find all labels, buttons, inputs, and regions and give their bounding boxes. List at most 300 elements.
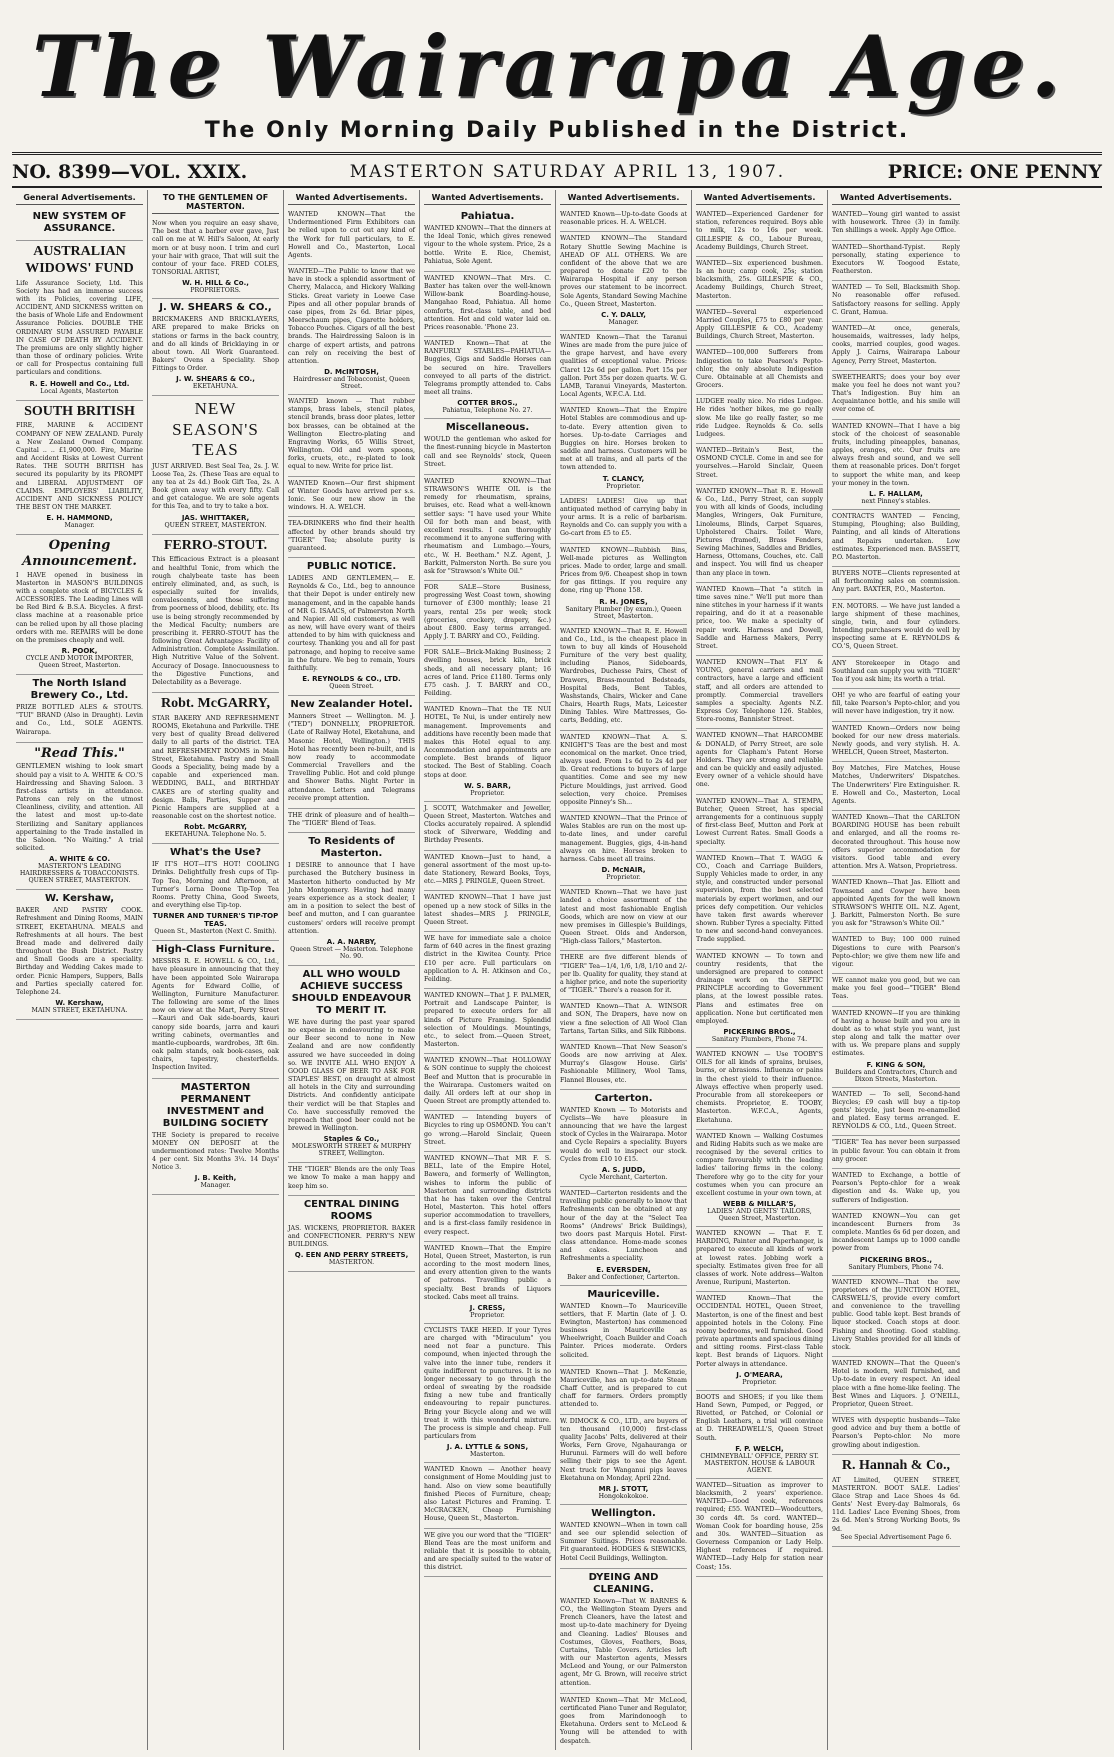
- ad-body: BAKER AND PASTRY COOK. Refreshment and Dining Rooms, MAIN STREET, EKETAHUNA. MEALS and Refreshments at all hours. The best Bread made and delivered daily throughout the Bush District. Pastry and Small Goods are a speciality. Birthday and Wedding Cakes made to order. Picnic Hampers, Suppers, Balls and Parties specially catered for. Telephone 24.: [16, 907, 143, 996]
- advertisement: [424, 208, 551, 272]
- column-header: Wanted Advertisements.: [288, 193, 415, 205]
- advertisement: [696, 852, 823, 950]
- advertisement: [424, 1324, 551, 1463]
- ad-body: WANTED—Young girl wanted to assist with housework. Three (3) in family. Ten shillings a week. Apply Age Office.: [832, 211, 960, 235]
- ad-body: WANTED Known — To Motorists and Cyclists—We have pleasure in announcing that we have the largest stock of Cycles in the Wairarapa. Motor and Cycle Repairs a speciality. Buyers would do well to inspect our stock. Cycles from £10 10 £15.: [560, 1106, 687, 1163]
- advertisement: [424, 703, 551, 802]
- ad-body: F.N. MOTORS. — We have just landed a large shipment of these machines, single, twin, and four cylinders. Intending purchasers would do well by inspecting same at E. REYNOLDS & CO.'S, Queen Street.: [832, 602, 960, 651]
- ad-address: MAIN STREET, EKETAHUNA.: [31, 1007, 128, 1015]
- ad-body: WANTED KNOWN—That I have just opened up a new stock of Silks in the latest shades—MRS J. PRINGLE, Queen Street.: [424, 894, 551, 926]
- ad-title: Robt. McGARRY,: [160, 696, 271, 712]
- ad-body: STAR BAKERY AND REFRESHMENT ROOMS, Eketahuna and Parkville. THE very best of quality Bread delivered daily to all parts of the district. TEA and REFRESHMENT ROOMS in Main Street, Eketahuna. Pastry and Small Goods a Speciality, being made by a capable and experienced man. WEDDING, BALL, and BIRTHDAY CAKES are of sterling quality and design. Balls, Parties, Supper and Picnic Hampers are supplied at a reasonable cost on the shortest notice.: [152, 714, 279, 821]
- ad-address: See Special Advertisement Page 6.: [840, 1533, 952, 1541]
- ad-signature: D. McINTOSH,: [324, 368, 379, 377]
- ad-body: WANTED — Intending buyers of Bicycles to ring up OSMOND. You can't go wrong.—Harold Sinclair, Queen Street.: [424, 1114, 551, 1146]
- advertisement: [832, 241, 960, 282]
- advertisement: [560, 232, 687, 331]
- advertisement: [560, 731, 687, 813]
- advertisement: [696, 1479, 823, 1577]
- advertisement: [288, 208, 415, 265]
- advertisement: [560, 1286, 687, 1366]
- ad-signature: PICKERING BROS.,: [723, 1028, 796, 1037]
- ad-body: WANTED KNOWN—That FLY & YOUNG, general carriers and mail contractors, have a large and efficient staff, and all orders are attended to promptly. Commercial travellers samples a specialty. Agents N.Z. Express Coy. Telephone 126. Stables, Store-rooms, Bannister Street.: [696, 659, 823, 724]
- ad-body: MESSRS R. E. HOWELL & CO., Ltd., have pleasure in announcing that they have been appointed Sole Wairarapa Agents for Edward Collie, of Wellington, Furniture Manufacturer. The following are some of the lines now on view at the Mart, Perry Street—Kauri and Oak side-boards, kauri canopy side boards, jarra and kauri writing cabinets, overmantles and mantle-cupboards, wardrobes, 3ft 6in. oak palm stands, oak book-cases, oak chairs, tapestry, chesterfields. Inspection Invited.: [152, 958, 279, 1072]
- ad-signature: J. W. SHEARS & CO.,: [176, 375, 255, 384]
- ad-body: WANTED KNOWN—That A. S. KNIGHT'S Teas are the best and most economical on the market. Once tried, always used. From 1s 6d to 2s 4d per lb. Great reductions to buyers of large quantities. Come and see my new Picture Mouldings, just arrived. Good selection, very choice. Premises opposite Pinney's Sh...: [560, 733, 687, 806]
- ad-body: WANTED Known—That the OCCIDENTAL HOTEL, Queen Street, Masterton, is one of the finest and best appointed hotels in the Colony. Fine roomy bedrooms, well furnished. Good private apartments and spacious dining and sitting rooms. First-class Table kept. Best brands of Liquors. Night Porter always in attendance.: [696, 1295, 823, 1368]
- ad-body: This Efficacious Extract is a pleasant and healthful Tonic, from which the rough chalybeate taste has been entirely eliminated, and, as such, is especially suited for invalids, convalescents, and those suffering from poorness of blood, debility, etc. Its use is being strongly recommended by the Medical Faculty; numbers are prescribing it. FERRO-STOUT has the following Great Advantages: Facility of Administration. Complete Assimilation. High Nutritive Value of the Solvent. Accuracy of Dosage. Innocuousness to the Digestive Functions, and Delectability as a Beverage.: [152, 556, 279, 686]
- ad-body: IF IT'S HOT—IT'S HOT! COOLING Drinks. Delightfully fresh cups of Tip-Top Tea, Morning and Afternoon, at Turner's Lorna Doone Tip-Top Tea Rooms. Pretty China, Good Sweets, and everything else Tip-top.: [152, 861, 279, 910]
- ad-body: WANTED KNOWN—When in town call and see our splendid selection of Summer Suitings. Prices reasonable. Fit guaranteed. HODGES & SIEWICKS, Hotel Cecil Buildings, Wellington.: [560, 1521, 687, 1562]
- ad-body: WANTED Known—Up-to-date Goods at reasonable prices. H. A. WELCH.: [560, 211, 687, 227]
- ad-body: FOR SALE—Store Business, progressing West Coast town, showing turnover of £300 monthly; lease 21 years, rental 25s per week; stock (groceries, crockery, drapery, &c.) about £800. Easy terms arranged. Apply J. T. BARRY and CO., Feilding.: [424, 584, 551, 641]
- ad-signature: J. O'MEARA,: [736, 1370, 783, 1379]
- ad-signature: Staples & Co.,: [323, 1135, 380, 1144]
- advertisement: [832, 1136, 960, 1169]
- ad-title: Pahiatua.: [460, 211, 515, 222]
- advertisement: [424, 419, 551, 475]
- advertisement: [696, 1130, 823, 1227]
- ad-signature: F. P. WELCH,: [735, 1444, 784, 1453]
- column-header: General Advertisements.: [16, 193, 143, 205]
- ad-body: I DESIRE to announce that I have purchased the Butchery business in Masterton hitherto conducted by Mr John Montgomery. Having had many years experience as a stock dealer, I am in a position to select the best of beef and mutton, and I can guarantee customers' orders will receive prompt attention.: [288, 862, 415, 935]
- ad-title: "Read This.": [34, 745, 125, 761]
- advertisement: [832, 811, 960, 876]
- advertisement: [424, 851, 551, 892]
- ad-body: WANTED—Situation as improver to blacksmith, 2 years' experience. WANTED—Good cook, references required; £55. WANTED—Woodcutters, 30 cords 4ft. 5s cord. WANTED—Woman Cook for boarding house, 25s and 30s. WANTED—Situation as Governess Companion or Lady Help. Highest references if required. WANTED—Lady Help for station near Coast; 15s.: [696, 1481, 823, 1571]
- ad-body: WANTED Known—That the CARLTON BOARDING HOUSE has been rebuilt and enlarged, and all the rooms re-decorated throughout. This house now offers superior accommodation for visitors. Good table and every attention. Mrs A. Watson, Proprietress.: [832, 814, 960, 871]
- ad-address: EKETAHUNA. Telephone No. 5.: [164, 831, 267, 839]
- advertisement: [832, 1088, 960, 1137]
- ad-body: WE have for immediate sale a choice farm of 640 acres in the finest grazing district in the Kiwitea County. Price £10 per acre. Full particulars on application to A. H. Atkinson and Co., Feilding.: [424, 935, 551, 983]
- ad-title: CENTRAL DINING ROOMS: [303, 1198, 400, 1222]
- ad-body: WANTED Known—That J. McKenzie, Mauriceville, has an up-to-date Steam Chaff Cutter, and is prepared to cut chaff for farmers. Orders promptly attended to.: [560, 1368, 687, 1409]
- ad-body: WANTED—100,000 Sufferers from Indigestion to take Pearson's Pepto-chlor, the only absolute Indigestion Cure. Obtainable at all Chemists and Grocers.: [696, 349, 823, 390]
- ad-body: WANTED KNOWN — To town and country residents, that the undersigned are prepared to connect drainage work on the SEPTIC PRINCIPLE according to Government plans, at the lowest possible rates. Plans and estimates free on application. None but certificated men employed.: [696, 952, 823, 1025]
- advertisement: [424, 475, 551, 581]
- ad-signature: WEBB & MILLAR'S,: [722, 1200, 797, 1209]
- ad-body: WANTED KNOWN—That STRAWSON'S WHITE OIL is the remedy for rheumatism, sprains, bruises, etc. Read what a well-known settler says: "I have used your White Oil for both man and beast, with excellent results. I can thoroughly recommend it to anyone suffering with rheumatism and Lumbago.—Yours, etc., W. H. Beetham." N.Z. Agent, J. Barkitt, Palmerston North. Be sure you ask for "Strawson's White Oil.": [424, 477, 551, 575]
- advertisement: [832, 933, 960, 974]
- ad-signature: PICKERING BROS.,: [859, 1255, 933, 1264]
- advertisement: [832, 1455, 960, 1547]
- advertisement: [16, 535, 143, 675]
- ad-body: WANTED KNOWN—That HARCOMBE & DONALD, of Perry Street, are sole agents for Clapham's Patent Horse Holders. They are strong and reliable and can be quickly and easily adjusted. Every owner of a vehicle should have one.: [696, 732, 823, 789]
- advertisement: [696, 306, 823, 347]
- ad-title: NEW SEASON'S TEAS: [172, 399, 259, 460]
- ad-body: WANTED Known—Our first shipment of Winter Goods have arrived per s.s. Ionic. See our new show in the windows. H. A. WELCH.: [288, 479, 415, 512]
- ad-address: Queen St., Masterton (Next C. Smith).: [154, 928, 277, 936]
- ad-body: WE have during the past year spared no expense in endeavouring to make our Beer second to none in New Zealand and are now confidently assured we have succeeded in doing so. WE INVITE ALL WHO ENJOY A GOOD GLASS OF BEER TO ASK FOR STAPLES' BEST, on draught at almost all hotels in the City and surrounding Districts. And confidently anticipate their verdict will be that Staples and Co. have successfully removed the reproach that good beer could not be brewed in Wellington.: [288, 1018, 415, 1133]
- ad-body: BRICKMAKERS AND BRICKLAYERS, ARE prepared to make Bricks on stations or farms in the back country, and do all kinds of Bricklaying in or about town. All Work Guaranteed. Bakers' Ovens a Speciality. Shop Fittings to Order.: [152, 316, 279, 373]
- ad-body: WANTED KNOWN—That MR F. S. BELL, late of the Empire Hotel, Bawera, and formerly of Wellington, wishes to inform the public of Masterton and surrounding districts that he has taken over the Central Hotel, Masterton. This hotel offers superior accommodation to travellers, and is a first-class family residence in every respect.: [424, 1154, 551, 1236]
- advertisement: [560, 208, 687, 232]
- ad-body: WANTED KNOWN—That R. E. Howell and Co., Ltd., is the cheapest place in town to buy all kinds of Household Furniture of the very best quality, including Pianos, Sideboards, Wardrobes, Duchesse Pairs, Chest of Drawers, Brass-mounted Bedsteads, Hospital Beds, Bent Tables, Washstands, Chairs, Wicker and Cane Chairs, Hearth Rugs, Mats, Leicester Dining Tables. Wire Mattresses, Go-carts, Bedding, etc.: [560, 627, 687, 725]
- advertisement: [832, 371, 960, 420]
- ad-body: WANTED KNOWN—That HOLLOWAY & SON continue to supply the choicest Beef and Mutton that is procurable in the Wairarapa. Customers waited on daily. All orders left at our shop in Queen Street are promptly attended to.: [424, 1057, 551, 1106]
- ad-body: WANTED—At once, generals, housemaids, waitresses, lady helps, cooks, married couples, good wages. Apply J. Cairns, Wairarapa Labour Agency, Perry Street, Masterton.: [832, 324, 960, 365]
- ad-address: Sanitary Plumbers, Phone 74.: [711, 1036, 808, 1044]
- advertisement: [560, 1694, 687, 1750]
- advertisement: [832, 420, 960, 510]
- ad-signature: COTTER BROS.,: [457, 399, 518, 408]
- advertisement: [832, 1169, 960, 1210]
- ad-signature: TURNER AND TURNER'S TIP-TOP TEAS.: [152, 912, 279, 929]
- advertisement: [288, 477, 415, 518]
- ad-body: WIVES with dyspeptic husbands—Take good advice and buy them a bottle of Pearson's Pepto-chlor. No more growling about indigestion.: [832, 1417, 960, 1449]
- advertisement: [152, 1079, 279, 1196]
- advertisement: [288, 809, 415, 833]
- ad-body: WANTED—Britain's Best, the OSMOND CYCLE. Come in and see for yourselves.—Harold Sinclair, Queen Street.: [696, 447, 823, 479]
- advertisement: [424, 1054, 551, 1111]
- advertisement: [424, 337, 551, 419]
- ad-body: WANTED to Buy; 100 000 ruined Digestions to cure with Pearson's Pepto-chlor; we give them new life and vigour.: [832, 936, 960, 968]
- advertisement: [560, 1090, 687, 1187]
- ad-title: Carterton.: [594, 1092, 653, 1104]
- ad-body: WANTED—Shorthand-Typist. Reply personally, stating experience to Executors W. Toogood Estate, Featherston.: [832, 243, 960, 276]
- newspaper-title: The Wairarapa Age.: [32, 16, 1067, 116]
- ad-address: MOLESWORTH STREET & MURPHY STREET, Wellington.: [291, 1143, 412, 1158]
- ad-signature: MR J. STOTT,: [598, 1484, 649, 1493]
- advertisement: [696, 1391, 823, 1479]
- place-date: MASTERTON SATURDAY APRIL 13, 1907.: [349, 162, 786, 182]
- advertisement: [152, 217, 279, 299]
- advertisement: [16, 208, 143, 241]
- ad-body: BOOTS and SHOES; if you like them Hand Sewn, Pumped, or Pegged, or Rivetted, or Patched, or Colonial or English Leathers, a trial will convince at D. THREADWELL'S, Queen Street South.: [696, 1393, 823, 1442]
- ad-body: WANTED Known—That New Season's Goods are now arriving at Alex. Murray's Glasgow House. Girls' Fashionable Millinery, Wool Tams, Flannel Blouses, etc.: [560, 1043, 687, 1084]
- ad-signature: Robt. McGARRY,: [184, 823, 247, 832]
- advertisement: [424, 1152, 551, 1242]
- ad-body: OH! ye who are fearful of eating your fill, take Pearson's Pepto-chlor, and you will never have indigestion, try it now.: [832, 692, 960, 716]
- ad-body: WANTED KNOWN—That I have a big stock of the choicest of seasonable fruits, including pineapples, bananas, apples, oranges, etc. Our fruits are always fresh and sound, and we sell them at reasonable prices. Don't forget to support the white man, and keep your money in the town.: [832, 422, 960, 487]
- advertisement: [560, 495, 687, 544]
- ad-title: J. W. SHEARS & CO.,: [159, 302, 272, 314]
- advertisement: [152, 396, 279, 534]
- ad-address: next Pinney's stables.: [861, 497, 931, 505]
- ad-body: WANTED KNOWN—That A. STEMPA, Butcher, Queen Street, has special arrangements for a continuous supply of first-class Beef, Mutton and Pork at Lowest Current Rates. Small Goods a specialty.: [696, 797, 823, 846]
- ad-body: TEA-DRINKERS who find their health affected by other brands should try "TIGER" Tea; absolute purity is guaranteed.: [288, 520, 415, 552]
- ad-body: WANTED KNOWN—That the Undermentioned Firm Exhibitors can be relied upon to cut out any kind of the Work for full particulars, to E. Howell and Co., Masterton, Local Agents.: [288, 211, 415, 259]
- ad-body: I HAVE opened in business in Masterton in MASON'S BUILDINGS with a complete stock of BICYCLES & ACCESSORIES. The Leading Lines will be Red Bird & B.S.A. Bicycles. A first-class machine at a reasonable price can be relied upon by all those placing orders with me. REPAIRS will be done on the premises cheaply and well.: [16, 571, 143, 644]
- advertisement: [696, 795, 823, 852]
- ad-signature: C. Y. DALLY,: [601, 310, 646, 319]
- advertisement: [560, 404, 687, 494]
- ad-signature: W. S. BARR,: [464, 781, 511, 790]
- ad-body: WANTED—Several experienced Married Couples, £75 to £80 per year. Apply GILLESPIE & CO., Academy Buildings, Church Street, Masterton.: [696, 308, 823, 341]
- advertisement: [696, 208, 823, 257]
- column-4: [420, 190, 556, 1750]
- advertisement: [288, 558, 415, 696]
- advertisement: [832, 657, 960, 690]
- ad-body: AT Limited, QUEEN STREET, MASTERTON. BOOT SALE. Ladies' Glace Strap and Lace Shoes 4s 6d. Gents' Nest Every-day Balmorals, 6s 11d. Ladies' Lace Evening Shoes, from 2s 6d. Men's Strong Working Boots, 9s 9d.: [832, 1476, 960, 1533]
- ad-signature: E. H. HAMMOND,: [46, 514, 113, 523]
- ad-body: LADIES! LADIES! Give up that antiquated method of carrying baby in your arms. It is a relic of barbarism. Reynolds and Co. can supply you with a Go-cart from £5 to £5.: [560, 497, 687, 538]
- ad-body: Life Assurance Society, Ltd. This Society has had an immense success with its Policies, covering LIFE, ACCIDENT, AND SICKNESS written on the basis of Whole Life and Endowment Assurance Policies. DOUBLE THE ORDINARY SUM ASSURED PAYABLE IN CASE OF DEATH BY ACCIDENT. The premiums are only slightly higher than those of ordinary policies. Write or call for Prospectus containing full particulars and conditions.: [16, 279, 144, 377]
- ad-address: Pahiatua, Telephone No. 27.: [442, 407, 533, 415]
- advertisement: [560, 886, 687, 951]
- ad-body: JUST ARRIVED. Best Seal Tea, 2s. J. W. Loose Tea, 2s. (These Teas are equal to any tea at 2s 4d.) Book Gift Tea, 2s. A Book given away with every fifty. Call and get catalogue. We are sole agents for this Tea, and to try to take a box.: [152, 462, 279, 511]
- ad-title: SOUTH BRITISH: [24, 403, 135, 419]
- newspaper-page: [12, 0, 1102, 1757]
- ad-body: WANTED Known—That W. BARNES & CO., the Wellington Steam Dyers and French Cleaners, have the latest and most up-to-date machinery for Dyeing and Cleaning. Ladies' Blouses and Costumes, Gloves, Feathers, Boas, Curtains, Table Covers. Articles left with our Masterton agents, Messrs McLeod and Young, or our Palmerston agent, Mr G. Brown, will receive strict attention.: [560, 1597, 687, 1687]
- ad-body: FIRE, MARINE & ACCIDENT COMPANY OF NEW ZEALAND. Purely a New Zealand Owned Company. Capital .. .. £1,900,000. Fire, Marine and Accident Risks at Lowest Current Rates. THE SOUTH BRITISH has secured its popularity by its PROMPT and LIBERAL ADJUSTMENT OF CLAIMS. EMPLOYERS' LIABILITY, ACCIDENT AND SICKNESS POLICY THE BEST ON THE MARKET.: [16, 422, 143, 512]
- ad-body: BUYERS NOTE—Clients represented at all forthcoming sales on commission. Any part. BAXTER, P.O., Masterton.: [832, 570, 960, 594]
- ad-address: PROPRIETORS.: [190, 287, 241, 295]
- ad-title: DYEING AND CLEANING.: [588, 1571, 659, 1595]
- ad-signature: R. H. JONES,: [599, 597, 648, 606]
- ad-signature: R. POOK,: [61, 647, 98, 656]
- ad-body: WANTED Known — Another heavy consignment of Home Moulding just to hand. Also on view some beautifully finished Pieces of Furniture, cheap; also Latest Pictures and Framing. T. McCRACKEN, Cheap Furnishing House, Queen St., Masterton.: [424, 1466, 551, 1523]
- ad-title: AUSTRALIAN WIDOWS' FUND: [25, 244, 134, 276]
- column-header: Wanted Advertisements.: [696, 193, 823, 205]
- advertisement: [696, 395, 823, 444]
- ad-signature: A. S. JUDD,: [601, 1165, 646, 1174]
- ad-body: THE Society is prepared to receive MONEY ON DEPOSIT at the undermentioned rates: Twelve Months 4 per cent. Six Months 3¼. 14 Days' Notice 3.: [152, 1131, 279, 1172]
- advertisement: [696, 583, 823, 656]
- ad-body: THERE are five different blends of "TIGER" Tea—1/4, 1/6, 1/8, 1/10 and 2/- per lb. Quality for quality, they stand at a higher price, and note the superiority of "TIGER." There's a reason for it.: [560, 954, 687, 995]
- ad-body: FOR SALE—Brick-Making Business; 2 dwelling houses, brick kiln, brick sheds, and all necessary plant; 16 acres of land. Price £1180. Terms only £75 cash. J. T. BARRY and CO., Feilding.: [424, 649, 551, 698]
- ad-signature: J. CRESS,: [469, 1303, 506, 1312]
- advertisement: [16, 401, 143, 536]
- advertisement: [832, 510, 960, 567]
- ad-body: WANTED KNOWN—That Mrs. C. Baxter has taken over the well-known Willow-bank Boarding-house, Mangahao Road, Pahiatua. All home comforts, first-class table, and bed attention. Hot and cold water laid on. Prices reasonable. 'Phone 23.: [424, 274, 551, 331]
- advertisement: [696, 1227, 823, 1292]
- ad-body: WANTED Known — Walking Costumes and Riding Habits such as we make are recognised by the several critics to compare favourably with the leading ladies' tailoring firms in the colony. Therefore why go to the city for your costumes when you can procure an excellent costume in your own town, at: [696, 1132, 823, 1197]
- ad-title: W. Kershaw,: [45, 893, 114, 905]
- advertisement: [696, 1048, 823, 1130]
- ad-body: WE give you our word that the "TIGER" Blend Teas are the most uniform and reliable that it is possible to obtain, and are specially suited to the water of this district.: [424, 1531, 551, 1572]
- ad-address: EKETAHUNA.: [192, 383, 239, 391]
- ad-body: WANTED—The Public to know that we have in stock a splendid assortment of Cherry, Malacca, and Hickory Walking Sticks. Great variety in Loewe Case Pipes and all other popular brands of case pipes, from 2s 6d. Briar pipes, Meerschaum pipes, Cigarette holders, Tobacco Pouches. Cigars of all the best brands. The Hairdressing Saloon is in charge of expert artists, and patrons can rely on receiving the best of attention.: [288, 268, 415, 365]
- ad-body: Now when you require an easy shave, The best that a barber ever gave, Just call on me at W. Hill's Saloon, At early morn or at busy noon. I trim and curl your hair with grace, That will suit the contour of your face. FRED COLES, TONSORIAL ARTIST,: [152, 220, 279, 277]
- column-header: Wanted Advertisements.: [832, 193, 960, 205]
- ad-body: WANTED KNOWN—That R. E. Howell & Co., Ltd., Perry Street, can supply you with all kinds of Goods, including Mangles, Wringers, Oak Furniture, Linoleums, Blinds, Carpet Squares, Upholstered Chairs. Toilet Ware, Pictures (framed), Brass Fenders, Sewing Machines, Saddles and Bridles, Harness, Ottomans, Couches, etc. Call and inspect. You will find us cheaper than any place in town.: [696, 487, 823, 577]
- advertisement: [288, 966, 415, 1163]
- ad-signature: J. A. LYTTLE & SONS,: [446, 1443, 529, 1452]
- advertisement: [424, 581, 551, 646]
- column-6: [692, 190, 828, 1750]
- advertisement: [424, 646, 551, 703]
- ad-title: MASTERTON PERMANENT INVESTMENT and BUILDING SOCIETY: [162, 1081, 269, 1129]
- advertisement: [832, 974, 960, 1007]
- column-header: Wanted Advertisements.: [424, 193, 551, 205]
- advertisement: [832, 1007, 960, 1088]
- advertisement: [832, 208, 960, 241]
- ad-body: WANTED KNOWN—That the dinners at the Ideal Tonic, which gives renewed vigour to the whole system. Price, 2s a bottle. Write E. Rice, Chemist, Pahiatua, Sole Agent.: [424, 225, 551, 265]
- advertisement: [424, 1242, 551, 1324]
- advertisement: [560, 1041, 687, 1090]
- advertisement: [152, 535, 279, 694]
- ad-body: WANTED KNOWN — Use TOOBY'S OILS for all kinds of sprains, bruises, burns, or abrasions. Influenza or pains in the chest yield to their influence. Always effective when properly used. Procurable from all storekeepers or chemists. Proprietor, E. TOOBY, Masterton. W.F.C.A., Agents, Eketahuna.: [696, 1051, 823, 1124]
- column-7: [828, 190, 964, 1750]
- ad-body: WANTED Known—Orders now being booked for our new dress materials. Newly goods, and very stylish. H. A. WHELCH, Queen Street, Masterton.: [832, 724, 960, 757]
- advertisement: [832, 600, 960, 657]
- price: PRICE: ONE PENNY: [887, 161, 1102, 183]
- advertisement: [288, 833, 415, 966]
- ad-body: ANY Storekeeper in Otago and Southland can supply you with "TIGER" Tea if you ask him; its worth a trial.: [832, 659, 960, 683]
- ad-address: Hongokokokoe.: [598, 1492, 649, 1500]
- ad-signature: R. E. Howell and Co., Ltd.: [29, 379, 130, 388]
- advertisement: [424, 1111, 551, 1152]
- issue-number: NO. 8399—VOL. XXIX.: [12, 161, 248, 183]
- ad-signature: A. WHITE & CO.: [49, 855, 110, 864]
- ad-address: Proprietor.: [470, 1311, 505, 1319]
- ad-body: WANTED Known—That Jas. Elliott and Townsend and Cowper have been appointed Agents for the well known STRAWSON'S WHITE OIL. N.Z. Agent, J. Barkitt, Palmerston North. Be sure you ask for "Strawson's White Oil.": [832, 879, 960, 928]
- advertisement: [560, 1366, 687, 1415]
- advertisement: [696, 729, 823, 794]
- ad-address: Manager.: [608, 318, 639, 326]
- ad-body: WANTED—Carterton residents and the travelling public generally to know that Refreshments can be obtained at any hour of the day at the "Select Tea Rooms" (Andrews' Brick Buildings), two doors past Marquis Hotel. First-class attendance. Home-made scones and cakes. Luncheon and Refreshments a speciality.: [560, 1189, 687, 1263]
- advertisement: [696, 950, 823, 1049]
- advertisement: [288, 265, 415, 395]
- dateline-rule: [12, 186, 1102, 188]
- ad-address: CHIMNEYBALL' OFFICE, PERRY ST. MASTERTON. HOUSE & LABOUR AGENT.: [700, 1452, 819, 1474]
- advertisement: [424, 1463, 551, 1528]
- ad-body: SWEETHEARTS; does your boy ever make you feel he does not want you? That's Indigestion. Buy him an Acquaintance bottle, and his smile will ever come of.: [832, 373, 960, 414]
- advertisement: [560, 331, 687, 404]
- advertisement: [288, 1163, 415, 1196]
- advertisement: [832, 567, 960, 600]
- advertisement: [696, 1292, 823, 1391]
- ad-body: WANTED KNOWN—That the new proprietors of the JUNCTION HOTEL, CARSWELL'S, provide every comfort and convenience to the travelling public. Good table kept. Best brands of liquor stocked. Coach stops at door. Fishing and Shooting. Good stabling. Livery Stables provided for all kinds of stock.: [832, 1278, 960, 1351]
- ad-address: Sanitary Plumber (by exam.), Queen Street, Masterton.: [565, 605, 682, 620]
- ad-body: WANTED Known—That "a stitch in time saves nine." We'll put more than nine stitches in your harness if it wants repairing, and do it at a reasonable price, too. We make a specialty of repair work. Harness and Dowell, Saddle and Harness Makers, Perry Street.: [696, 585, 823, 650]
- advertisement: [696, 485, 823, 583]
- ad-body: Boy Matches, Fire Matches, House Matches, Underwriters' Dispatches. The Underwriters' Fire Extinguisher. R. E. Howell and Co., Masterton, Local Agents.: [832, 765, 960, 805]
- advertisement: [560, 812, 687, 886]
- ad-body: WANTED KNOWN—If you are thinking of having a house built and you are in doubt as to what style you want, just step along and talk the matter over with us. We prepare plans and supply estimates.: [832, 1009, 960, 1058]
- ad-address: CYCLE AND MOTOR IMPORTER, Queen Street, Masterton.: [25, 655, 134, 670]
- dateline: [12, 160, 1102, 184]
- ad-signature: Q. EEN AND PERRY STREETS,: [294, 1251, 409, 1260]
- ad-address: Proprietor.: [606, 482, 641, 490]
- column-header: TO THE GENTLEMEN OF MASTERTON.: [152, 193, 279, 214]
- advertisement: [424, 272, 551, 337]
- ad-address: Baker and Confectioner, Carterton.: [567, 1273, 680, 1281]
- ad-signature: W. Kershaw,: [55, 999, 104, 1008]
- advertisement: [832, 1357, 960, 1414]
- advertisement: [288, 517, 415, 558]
- advertisement: [832, 281, 960, 322]
- ad-body: WANTED KNOWN—The Standard Rotary Shuttle Sewing Machine is AHEAD OF ALL OTHERS. We are confident of the above that we are prepared to donate £20 to the Wairarapa Hospital if any person proves our statement to be incorrect. Sole Agents, Standard Sewing Machine Co., Queen Street, Masterton.: [560, 235, 687, 308]
- advertisement: [424, 891, 551, 932]
- advertisement: [16, 675, 143, 743]
- newspaper-subtitle: The Only Morning Daily Published in the District.: [204, 118, 910, 143]
- ad-body: WANTED Known—That Mr McLeod, certificated Piano Tuner and Regulator, goes from Marindonoogh to Eketahuna. Orders sent to McLeod & Young will be attended to with despatch.: [560, 1696, 687, 1745]
- ad-body: WANTED — To Sell, Blacksmith Shop. No reasonable offer refused. Satisfactory reasons for selling. Apply C. Grant, Hamua.: [832, 284, 960, 316]
- advertisement: [560, 625, 687, 731]
- advertisement: [560, 1569, 687, 1694]
- ad-address: Proprietor.: [470, 789, 505, 797]
- advertisement: [560, 1000, 687, 1041]
- ad-body: WANTED Known—Just to hand, a general assortment of the most up-to-date Stationery, Reward Books, Toys, etc.—MRS J. PRINGLE, Queen Street.: [424, 853, 551, 886]
- ad-body: WANTED — To sell, Second-hand Bicycles; £9 cash will buy a tip-top gents' bicycle, just been re-enamelled and plated. Easy terms arranged. E. REYNOLDS & CO., Ltd., Queen Street.: [832, 1090, 960, 1131]
- ad-signature: E. REYNOLDS & CO., LTD.: [302, 675, 401, 684]
- ad-address: Manager.: [200, 1182, 231, 1190]
- ad-address: MASTERTON.: [328, 1259, 375, 1267]
- ad-body: WANTED Known—That we have just landed a choice assortment of the latest and most fashionable English Goods, which are now on view at our new premises in Gillespie's Buildings, Queen Street. Olds and Anderson, "High-class Tailors," Masterton.: [560, 889, 687, 946]
- ad-body: CONTRACTS WANTED — Fencing, Stumping, Ploughing; also Building, Painting, and all kinds of Alterations and Repairs undertaken. Low estimates. Experienced men. BASSETT, P.O. Masterton.: [832, 512, 960, 561]
- ad-address: Queen Street.: [329, 683, 374, 691]
- advertisement: [152, 693, 279, 844]
- ad-body: LADIES AND GENTLEMEN,— E. Reynolds & Co., Ltd., beg to announce that their Depot is under entirely new management, and in the capable hands of MR G. ISAACS, of Palmerston North and Napier. All old customers, as well as new, will have every want of theirs attended to by him with quickness and courtesy. Thanking you and all for past patronage, and hoping to receive same in the future. We beg to remain, Yours faithfully.: [288, 575, 415, 672]
- ad-body: PRIZE BOTTLED ALES & STOUTS. "TUI" BRAND (Also in Draught). Levin and Co., Ltd., SOLE AGENTS. Wairarapa.: [16, 704, 143, 736]
- advertisement: [152, 844, 279, 941]
- advertisement: [560, 1415, 687, 1505]
- advertisement: [152, 941, 279, 1078]
- ad-body: CYCLISTS TAKE HEED. If your Tyres are charged with "Miraculum" you need not fear a puncture. This compound, when injected through the valve into the inner tube, renders it quite indifferent to punctures. It is no longer necessary to go through the ordeal of sweating by the roadside fixing a new tube and frantically endeavouring to repair punctures. Bring your Bicycle along and we will treat it with this wonderful mixture. The process is simple and cheap. Full particulars from: [424, 1326, 551, 1441]
- ad-body: J. SCOTT, Watchmaker and Jeweller, Queen Street, Masterton. Watches and Clocks accurately repaired. A splendid stock of Silverware, Wedding and Birthday Presents.: [424, 804, 551, 845]
- masthead-rule: [12, 152, 1102, 155]
- column-2: [148, 190, 284, 1750]
- ad-signature: W. H. HILL & Co.,: [182, 279, 249, 288]
- ad-address: Masterton.: [469, 1451, 506, 1459]
- ad-address: Manager.: [64, 522, 95, 530]
- ad-address: Queen Street — Masterton. Telephone No. 90.: [290, 945, 413, 960]
- advertisement: [696, 444, 823, 485]
- ad-body: WANTED Known—That T. WAGG & CO., Coach and Carriage Builders, Supply Vehicles made to order, in any style, and constructed under personal supervision, from the best selected materials by expert workmen, and our prices defy competition. Our vehicles have taken first awards wherever shown. Rubber Tyres a specialty. Fitted to new and second-hand conveyances. Trade supplied.: [696, 854, 823, 944]
- ad-title: Mauriceville.: [587, 1288, 660, 1300]
- ad-signature: D. McNAIR,: [601, 866, 646, 875]
- advertisement: [16, 241, 143, 401]
- advertisement: [832, 876, 960, 933]
- advertisement: [832, 762, 960, 811]
- column-5: [556, 190, 692, 1750]
- ad-body: WANTED KNOWN—That the Prince of Wales Stables are run on the most up-to-date lines, and under careful management. Buggies, gigs, 4-in-hand always on hire. Horses broken to harness. Cabs meet all trains.: [560, 815, 687, 863]
- advertisement: [832, 1414, 960, 1455]
- ad-body: Manners Street — Wellington. M. J. ("TED") DONNELLY, PROPRIETOR. (Late of Railway Hotel, Eketahuna, and Masonic Hotel, Wellington.) THIS Hotel has recently been re-built, and is now ready to accommodate Commercial Travellers and the Travelling Public. Hot and cold plunge and Shower Baths. Night Porter in attendance. Letters and Telegrams receive prompt attention.: [288, 713, 415, 802]
- ad-body: GENTLEMEN wishing to look smart should pay a visit to A. WHITE & CO.'S Hairdressing and Shaving Saloon. 3 first-class artists in attendance. Patrons can rely on the utmost Cleanliness, civility, and attention. All the latest and most up-to-date Sterilizing and Sanitary appliances appertaining to the Trade installed in the Saloon. "No Waiting." A trial solicited.: [16, 763, 143, 853]
- ad-title: FERRO-STOUT.: [163, 537, 268, 553]
- advertisement: [560, 1187, 687, 1286]
- ad-body: WE cannot make you good, but we can make you feel good—"TIGER" Blend Teas.: [832, 977, 960, 1001]
- ad-address: Sanitary Plumbers, Phone 74.: [848, 1263, 944, 1271]
- ad-body: WANTED KNOWN — That F. T. HARDING, Painter and Paperhanger, is prepared to execute all kinds of work at lowest rates. Jobbing work a specialty. Estimates given free for all classes of work. Note address—Walton Avenue, Ruripuni, Masterton.: [696, 1230, 823, 1287]
- advertisement: [832, 689, 960, 722]
- masthead: [12, 0, 1102, 183]
- ad-title: High-Class Furniture.: [155, 944, 276, 956]
- ad-title: The North Island Brewery Co., Ltd.: [30, 678, 129, 702]
- ad-address: Proprietor.: [742, 1378, 777, 1386]
- advertisement: [560, 1505, 687, 1569]
- column-3: [284, 190, 420, 1750]
- advertisement: [832, 722, 960, 763]
- advertisement: [288, 1196, 415, 1273]
- ad-title: ALL WHO WOULD ACHIEVE SUCCESS SHOULD ENDEAVOUR TO MERIT IT.: [291, 968, 412, 1016]
- ad-body: THE drink of pleasure and of health— The "TIGER" Blend of Teas.: [288, 811, 415, 828]
- ad-address: LADIES' AND GENTS' TAILORS, Queen Street, Masterton.: [707, 1208, 812, 1223]
- ad-body: THE "TIGER" Blends are the only Teas we know To make a man happy and keep him so.: [288, 1166, 415, 1190]
- ad-title: Wellington.: [591, 1507, 656, 1519]
- column-header: Wanted Advertisements.: [560, 193, 687, 205]
- ad-title: Opening Announcement.: [22, 538, 137, 569]
- ad-title: PUBLIC NOTICE.: [306, 561, 397, 573]
- ad-body: WANTED KNOWN—That the Queen's Hotel is modern, well furnished, and Up-to-date in every respect. An ideal place with a fine home-like feeling. The Best Wines and Liquors. J. O'NEILL, Proprietor, Queen Street.: [832, 1360, 960, 1408]
- ad-body: WANTED Known—That the Taranui Wines are made from the pure juice of the grape harvest, and have every qualities of exceptional value. Prices: Claret 12s 6d per gallon. Port 15s per gallon. Port 35s per dozen quarts. W. G. LAMB, Taranui Vineyards, Masterton. Local Agents, W.F.C.A. Ltd.: [560, 333, 687, 399]
- columns: [12, 190, 1102, 1750]
- ad-signature: E. EVERSDEN,: [596, 1265, 651, 1274]
- advertisement: [424, 989, 551, 1054]
- ad-body: WANTED to Exchange, a bottle of Pearson's Pepto-chlor for a weak digestion and 4s. Wake up, you sufferers of Indigestion.: [832, 1171, 960, 1204]
- ad-title: To Residents of Masterton.: [308, 836, 395, 860]
- advertisement: [288, 696, 415, 809]
- advertisement: [16, 890, 143, 1020]
- advertisement: [424, 1529, 551, 1578]
- ad-body: WANTED KNOWN—Rubbish Bins, Well-made pictures as Wellington prices. Made to order, large and small. Prices from 9/6. Cheapest shop in town for gas fittings. If you require any done, ring up 'Phone 158.: [560, 546, 687, 595]
- advertisement: [696, 346, 823, 395]
- ad-signature: L. F. HALLAM,: [869, 489, 923, 498]
- ad-body: WANTED KNOWN—You can get incandescent Burners from 3s complete. Mantles 6s 6d per dozen, and incandescent Lamps up to 1000 candle power from: [832, 1212, 960, 1253]
